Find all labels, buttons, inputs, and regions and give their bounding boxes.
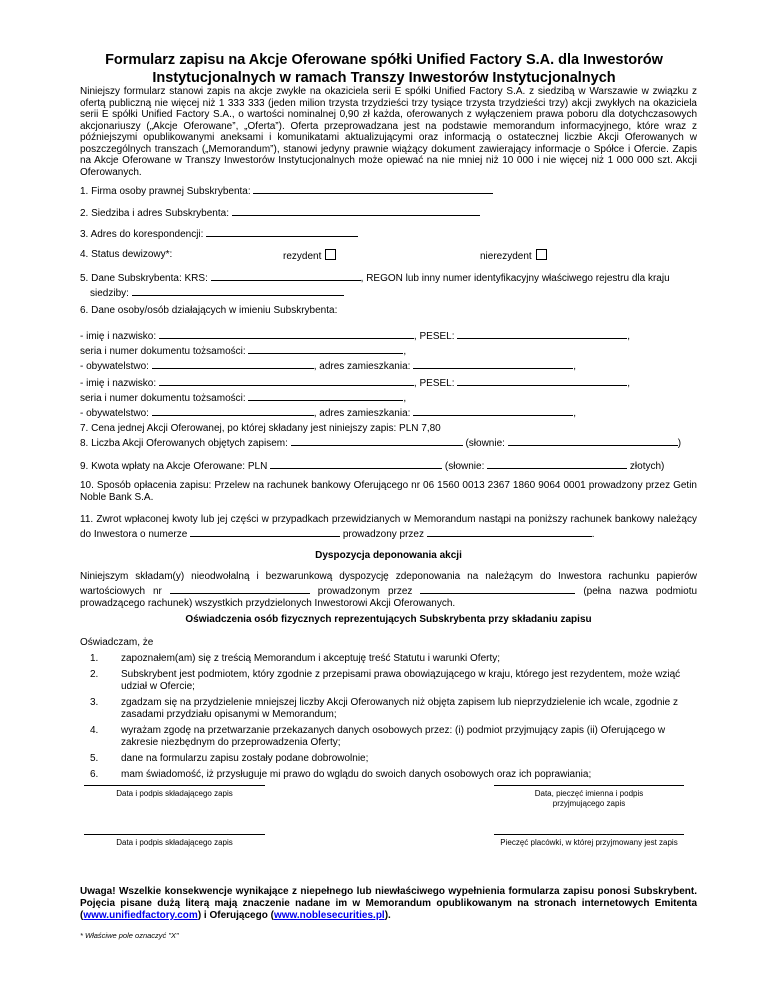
person-name-label: - imię i nazwisko: [80,378,157,389]
person-citizen-blank[interactable] [152,358,314,369]
field-currency-status-label: 4. Status dewizowy*: [80,249,173,260]
seat-country-label: siedziby: [90,288,129,299]
field-correspondence [80,226,697,241]
option-nonresident-label: nierezydent [480,251,532,262]
comma: , [573,408,576,419]
broker-website-link[interactable]: www.noblesecurities.pl [273,910,385,921]
field-company-name-label: 1. Firma osoby prawnej Subskrybenta: [80,186,251,197]
list-item [80,725,697,749]
person-id-label: seria i numer dokumentu tożsamości: [80,393,246,404]
list-item [80,697,697,721]
krs-blank[interactable] [211,270,361,281]
field-quantity-label: 8. Liczba Akcji Oferowanych objętych zapisem: [80,438,288,449]
list-item-number: 2. [90,669,99,680]
krs-label: 5. Dane Subskrybenta: KRS: [80,273,208,284]
field-payment-amount [80,458,697,473]
deposit-text-a: Niniejszym składam(y) nieodwołalną i bezwarunkową dyspozycję zdeponowania na należącym do Inwestora rachunku papierów wartościowych nr [80,571,697,597]
comma: , [627,331,631,342]
signature-label-2: Data, pieczęć imienna i podpis przyjmującego zapis [534,789,644,808]
quantity-words-label: (słownie: [465,438,505,449]
list-item-text: zgadzam się na przydzielenie mniejszej liczby Akcji Oferowanych niż objęta zapisem lub nieprzydzielenie ich wcale, zgodnie z zasadami przydziału opisanymi w Memorandum; [121,697,678,720]
list-item-number: 5. [90,753,99,764]
nonresident-checkbox[interactable] [536,249,547,260]
payment-currency-words: złotych) [629,461,665,472]
correspondence-blank[interactable] [206,226,358,237]
signature-line-2[interactable] [494,785,684,786]
person-citizen-label: - obywatelstwo: [80,408,149,419]
field-company-name [80,183,697,198]
signature-label-4: Pieczęć placówki, w której przyjmowany jest zapis [500,838,678,847]
period: . [591,529,595,540]
refund-text: 11. Zwrot wpłaconej kwoty lub jej części w przypadkach przewidzianych w Memorandum nastąpi na poniższy rachunek bankowy należący do Inwestora o numerze [80,514,697,540]
seat-address-blank[interactable] [232,205,480,216]
list-item-number: 4. [90,725,99,736]
person-pesel-blank[interactable] [457,328,627,339]
field-price-and-quantity [80,423,697,450]
person-id-blank[interactable] [248,343,403,354]
comma: , [403,393,407,404]
person-name-blank[interactable] [159,375,414,386]
quantity-blank[interactable] [291,435,463,446]
regon-label: , REGON lub inny numer identyfikacyjny właściwego rejestru dla kraju [360,273,670,284]
deposit-paragraph [80,571,697,610]
deposit-heading: Dyspozycja deponowania akcji [315,550,462,561]
field-refund [80,514,697,541]
field-correspondence-label: 3. Adres do korespondencji: [80,229,204,240]
person-address-blank[interactable] [413,358,573,369]
deposit-text-b: prowadzonym przez [317,586,413,597]
warning-text-b: ) i Oferującego ( [197,910,274,921]
signature-line-1[interactable] [84,785,265,786]
person-id-blank[interactable] [248,390,403,401]
comma: , [627,378,631,389]
quantity-words-blank[interactable] [508,435,678,446]
statements-lead: Oświadczam, że [80,637,154,648]
person-address-label: , adres zamieszkania: [313,361,411,372]
field-seat-address-label: 2. Siedziba i adres Subskrybenta: [80,208,229,219]
person-name-label: - imię i nazwisko: [80,331,157,342]
close-paren: ) [677,438,682,449]
signature-label-1: Data i podpis składającego zapis [116,789,233,798]
list-item-number: 1. [90,653,99,664]
payment-amount-blank[interactable] [270,458,442,469]
field-representatives: 6. Dane osoby/osób działających w imieniu Subskrybenta: [80,305,338,316]
list-item-text: mam świadomość, iż przysługuje mi prawo do wglądu do swoich danych osobowych oraz ich poprawiania; [121,769,592,780]
list-item-text: zapoznałem(am) się z treścią Memorandum i akceptuję treść Statutu i warunki Oferty; [121,653,501,664]
person-address-label: , adres zamieszkania: [313,408,411,419]
option-resident [283,249,336,263]
option-nonresident [480,249,547,263]
payment-words-blank[interactable] [487,458,627,469]
representative-2 [80,375,697,420]
list-item-text: Subskrybent jest podmiotem, który zgodnie z przepisami prawa obowiązującego w kraju, którego jest rezydentem, może wziąć udział w Ofercie; [121,669,681,692]
warning-text-c: ). [384,910,391,921]
list-item-number: 6. [90,769,99,780]
warning-text-a: Uwaga! Wszelkie konsekwencje wynikające z niepełnego lub niewłaściwego wypełnienia formularza zapisu ponosi Subskrybent. Pojęcia pisane dużą literą mają znaczenie nadane im w Memorandum opublikowanym na stronach internetowych Emitenta ( [80,886,697,921]
intro-paragraph: Niniejszy formularz stanowi zapis na akcje zwykłe na okaziciela serii E spółki Unified Factory S.A. z siedzibą w Warszawie w związku z ofertą publiczną nie więcej niż 1 333 333 (jeden milion trzysta trzydzieści trzy tysiące trzysta trzydzieści trzy) akcji zwykłych na okaziciela serii E spółki Unified Factory S.A., o wartości nominalnej 0,90 zł każda, oferowanych z wyłączeniem prawa poboru dla dotychczasowych akcjonariuszy („Akcje Oferowane”, „Oferta”). Oferta przeprowadzana jest na podstawie memorandum informacyjnego, które wraz z późniejszymi opublikowanymi aneksami i komunikatami aktualizującymi oraz informacją o ostatecznej liczbie Akcji Oferowanych w poszczególnych transzach („Memorandum”), stanowi jedyny prawnie wiążący dokument zawierający informacje o Spółce i Ofercie. Zapis na Akcje Oferowane w Transzy Inwestorów Instytucjonalnych może opiewać na nie mniej niż 10 000 i nie więcej niż 1 000 000 szt. Akcji Oferowanych. [80,86,697,178]
list-item [80,653,697,665]
issuer-website-link[interactable]: www.unifiedfactory.com [83,910,198,921]
representative-1 [80,328,697,373]
deposit-text-c: (pełna nazwa podmiotu prowadzącego rachunek) wszystkich przydzielonych Inwestorowi Akcji Oferowanych. [80,586,698,609]
field-subscriber-data [80,270,697,300]
field-seat-address [80,205,697,220]
person-pesel-blank[interactable] [457,375,627,386]
person-pesel-label: , PESEL: [413,378,455,389]
comma: , [403,346,407,357]
list-item-text: wyrażam zgodę na przetwarzanie przekazanych danych osobowych przez: (i) podmiot przyjmujący zapis (ii) Oferującego w zakresie niezbędnym do przeprowadzenia Oferty; [121,725,666,748]
statements-heading: Oświadczenia osób fizycznych reprezentujących Subskrybenta przy składaniu zapisu [185,614,592,625]
signature-line-3[interactable] [84,834,265,835]
list-item [80,669,697,693]
resident-checkbox[interactable] [325,249,336,260]
person-pesel-label: , PESEL: [413,331,455,342]
list-item-text: dane na formularzu zapisu zostały podane dobrowolnie; [121,753,369,764]
footnote: * Właściwe pole oznaczyć "X" [80,931,179,940]
payment-words-label: (słownie: [444,461,485,472]
seat-country-blank[interactable] [132,285,344,296]
signature-line-4[interactable] [494,834,684,835]
comma: , [573,361,576,372]
payment-amount-label: 9. Kwota wpłaty na Akcje Oferowane: PLN [80,461,268,472]
company-name-blank[interactable] [253,183,493,194]
refund-bank-label: prowadzony przez [342,529,424,540]
refund-account-blank[interactable] [190,526,340,537]
deposit-account-blank[interactable] [170,583,310,594]
deposit-broker-blank[interactable] [420,583,575,594]
warning-note [80,886,697,922]
refund-bank-blank[interactable] [427,526,592,537]
field-payment-method: 10. Sposób opłacenia zapisu: Przelew na rachunek bankowy Oferującego nr 06 1560 0013 2367 1860 9064 0001 prowadzony przez Getin Noble Bank S.A. [80,480,697,503]
list-item [80,753,697,765]
option-resident-label: rezydent [283,251,322,262]
person-address-blank[interactable] [413,405,573,416]
field-price: 7. Cena jednej Akcji Oferowanej, po której składany jest niniejszy zapis: PLN 7,80 [80,423,441,434]
statements-list [80,653,697,785]
list-item [80,769,697,781]
person-name-blank[interactable] [159,328,414,339]
person-id-label: seria i numer dokumentu tożsamości: [80,346,246,357]
person-citizen-label: - obywatelstwo: [80,361,149,372]
field-currency-status [80,249,697,261]
form-title: Formularz zapisu na Akcje Oferowane spółki Unified Factory S.A. dla Inwestorów Instytucjonalnych w ramach Transzy Inwestorów Instytucjonalnych [105,52,663,86]
list-item-number: 3. [90,697,99,708]
person-citizen-blank[interactable] [152,405,314,416]
signature-label-3: Data i podpis składającego zapis [116,838,233,847]
